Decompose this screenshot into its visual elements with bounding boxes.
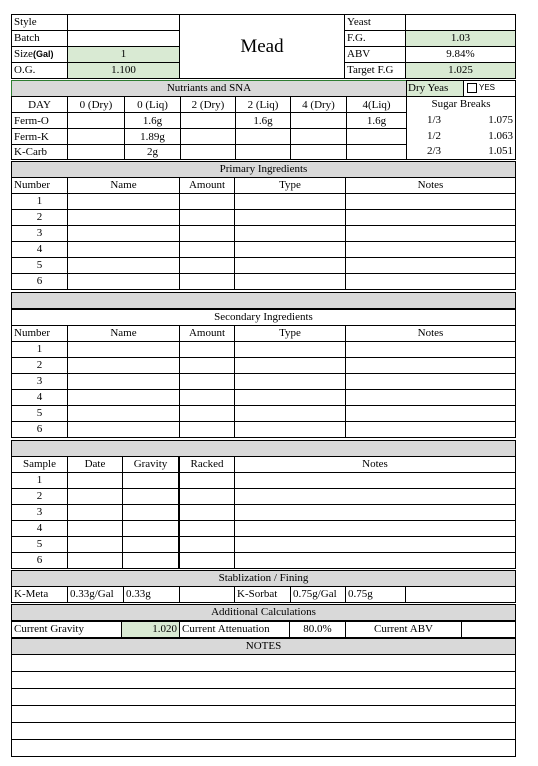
primary-row-cell[interactable]: [179, 241, 235, 258]
secondary-row-number: 5: [11, 405, 68, 422]
sheet-title: Mead: [179, 14, 345, 79]
secondary-row-cell[interactable]: [67, 405, 180, 422]
abv-label: ABV: [344, 46, 406, 63]
secondary-col-header: Type: [234, 325, 346, 342]
sample-row-cell[interactable]: [179, 520, 235, 537]
primary-row-number: 1: [11, 193, 68, 210]
sample-row-cell[interactable]: [122, 552, 179, 569]
notes-line[interactable]: [11, 654, 516, 672]
sample-col-header: Sample: [11, 456, 68, 473]
nutrient-row-k-carb: K-Carb: [14, 146, 47, 158]
checkbox-icon[interactable]: [467, 83, 477, 93]
sugar-break-fraction: 2/3: [427, 145, 442, 157]
current-attenuation-value: 80.0%: [289, 621, 346, 638]
primary-row-cell[interactable]: [345, 193, 516, 210]
sample-row-number: 2: [11, 488, 68, 505]
sample-row-cell[interactable]: [179, 488, 235, 505]
sample-row-cell[interactable]: [67, 520, 123, 537]
nutrient-col-0-liq: 0 (Liq): [137, 99, 168, 111]
size-unit: (Gal): [32, 49, 54, 59]
primary-row-cell[interactable]: [67, 193, 180, 210]
ksorbate-rate: 0.75g/Gal: [290, 586, 346, 603]
secondary-row-cell[interactable]: [234, 421, 346, 438]
sugar-break-value: 1.075: [488, 114, 513, 126]
spacer-band: [11, 292, 516, 309]
secondary-ingredients-title: Secondary Ingredients: [11, 309, 516, 326]
sample-row-number: 5: [11, 536, 68, 553]
target-fg-value[interactable]: 1.025: [405, 62, 516, 79]
primary-row-cell[interactable]: [234, 257, 346, 274]
sample-col-header: Gravity: [122, 456, 179, 473]
sugar-breaks-title: Sugar Breaks: [431, 98, 491, 110]
primary-col-header: Type: [234, 177, 346, 194]
secondary-col-header: Amount: [179, 325, 235, 342]
primary-row-cell[interactable]: [234, 225, 346, 242]
primary-row-cell[interactable]: [67, 257, 180, 274]
size-label-cell: [11, 46, 68, 63]
secondary-row-cell[interactable]: [345, 389, 516, 406]
ferm-o-4-liq[interactable]: 1.6g: [366, 115, 387, 127]
nutrient-row-ferm-o: Ferm-O: [14, 115, 49, 127]
style-label: Style: [11, 14, 68, 31]
secondary-row-number: 1: [11, 341, 68, 358]
secondary-row-cell[interactable]: [179, 341, 235, 358]
secondary-row-cell[interactable]: [234, 389, 346, 406]
yeast-value-cell[interactable]: [405, 14, 516, 31]
sample-row-cell[interactable]: [234, 536, 516, 553]
style-value-cell[interactable]: [67, 14, 180, 31]
sample-col-header: Date: [67, 456, 123, 473]
dry-yeast-checkbox-area[interactable]: [463, 81, 516, 96]
sample-row-cell[interactable]: [234, 552, 516, 569]
sample-row-cell[interactable]: [234, 472, 516, 489]
nutrient-col-day: DAY: [28, 99, 51, 111]
secondary-row-number: 3: [11, 373, 68, 390]
primary-row-cell[interactable]: [67, 209, 180, 226]
sample-row-cell[interactable]: [234, 504, 516, 521]
sample-row-cell[interactable]: [122, 536, 179, 553]
current-abv-label: Current ABV: [345, 621, 462, 638]
primary-row-cell[interactable]: [345, 225, 516, 242]
primary-col-header: Number: [11, 177, 68, 194]
primary-row-cell[interactable]: [67, 273, 180, 290]
k-carb-0-liq[interactable]: 2g: [147, 146, 158, 158]
secondary-row-number: 2: [11, 357, 68, 374]
primary-col-header: Name: [67, 177, 180, 194]
primary-row-number: 2: [11, 209, 68, 226]
dry-yeast-label: Dry Yeas: [408, 82, 449, 94]
notes-line[interactable]: [11, 722, 516, 740]
secondary-row-cell[interactable]: [234, 373, 346, 390]
ksorbate-amount: 0.75g: [345, 586, 406, 603]
sample-row-cell[interactable]: [122, 472, 179, 489]
current-abv-value: [461, 621, 516, 638]
nutrients-title: Nutriants and SNA: [11, 80, 407, 97]
sample-row-cell[interactable]: [234, 520, 516, 537]
primary-col-header: Notes: [345, 177, 516, 194]
sample-row-cell[interactable]: [67, 536, 123, 553]
secondary-row-cell[interactable]: [345, 357, 516, 374]
sample-row-cell[interactable]: [179, 504, 235, 521]
secondary-row-cell[interactable]: [67, 389, 180, 406]
dry-yeast-cell: [406, 80, 516, 97]
nutrient-row-ferm-k: Ferm-K: [14, 131, 49, 143]
primary-row-cell[interactable]: [345, 273, 516, 290]
sugar-break-fraction: 1/3: [427, 114, 442, 126]
primary-row-number: 4: [11, 241, 68, 258]
sample-row-cell[interactable]: [122, 504, 179, 521]
sample-row-number: 4: [11, 520, 68, 537]
kmeta-rate: 0.33g/Gal: [67, 586, 124, 603]
sample-row-number: 6: [11, 552, 68, 569]
primary-row-cell[interactable]: [179, 225, 235, 242]
stabilization-empty-cell[interactable]: [405, 586, 516, 603]
secondary-row-cell[interactable]: [67, 421, 180, 438]
sample-col-header: Racked: [179, 456, 235, 473]
primary-row-cell[interactable]: [345, 209, 516, 226]
batch-value-cell[interactable]: [67, 30, 180, 47]
notes-line[interactable]: [11, 671, 516, 689]
secondary-row-cell[interactable]: [179, 357, 235, 374]
notes-title: NOTES: [11, 638, 516, 655]
nutrient-col-4-liq: 4(Liq): [362, 99, 391, 111]
primary-row-cell[interactable]: [179, 209, 235, 226]
sample-col-header: Notes: [234, 456, 516, 473]
og-value[interactable]: 1.100: [67, 62, 180, 79]
sample-row-cell[interactable]: [67, 552, 123, 569]
primary-row-cell[interactable]: [179, 257, 235, 274]
secondary-row-cell[interactable]: [179, 405, 235, 422]
sample-row-cell[interactable]: [234, 488, 516, 505]
secondary-row-cell[interactable]: [179, 373, 235, 390]
batch-label: Batch: [11, 30, 68, 47]
primary-ingredients-title: Primary Ingredients: [11, 161, 516, 178]
fg-label: F.G.: [344, 30, 406, 47]
stabilization-empty-cell[interactable]: [179, 586, 235, 603]
secondary-row-cell[interactable]: [234, 405, 346, 422]
size-value[interactable]: 1: [67, 46, 180, 63]
sample-row-cell[interactable]: [179, 552, 235, 569]
nutrient-col-0-dry: 0 (Dry): [79, 99, 113, 111]
ferm-o-0-liq[interactable]: 1.6g: [142, 115, 163, 127]
sample-row-number: 1: [11, 472, 68, 489]
dry-yeast-option: YES: [479, 83, 496, 92]
secondary-col-header: Notes: [345, 325, 516, 342]
secondary-row-cell[interactable]: [345, 373, 516, 390]
sugar-break-value: 1.063: [488, 130, 513, 142]
secondary-row-cell[interactable]: [179, 389, 235, 406]
current-gravity-value[interactable]: 1.020: [121, 621, 180, 638]
secondary-row-cell[interactable]: [345, 341, 516, 358]
stabilization-title: Stablization / Fining: [11, 570, 516, 587]
target-fg-label: Target F.G: [344, 62, 406, 79]
secondary-row-cell[interactable]: [67, 341, 180, 358]
secondary-row-cell[interactable]: [67, 373, 180, 390]
primary-row-number: 5: [11, 257, 68, 274]
current-attenuation-label: Current Attenuation: [179, 621, 290, 638]
nutrient-col-2-dry: 2 (Dry): [191, 99, 225, 111]
secondary-row-number: 6: [11, 421, 68, 438]
kmeta-amount: 0.33g: [123, 586, 180, 603]
sample-row-number: 3: [11, 504, 68, 521]
abv-value: 9.84%: [405, 46, 516, 63]
fg-value[interactable]: 1.03: [405, 30, 516, 47]
sample-row-cell[interactable]: [122, 488, 179, 505]
nutrient-col-2-liq: 2 (Liq): [247, 99, 279, 111]
sugar-break-fraction: 1/2: [427, 130, 442, 142]
ksorbate-label: K-Sorbat: [234, 586, 291, 603]
primary-row-cell[interactable]: [179, 273, 235, 290]
primary-col-header: Amount: [179, 177, 235, 194]
primary-row-cell[interactable]: [67, 225, 180, 242]
primary-row-cell[interactable]: [234, 241, 346, 258]
primary-row-cell[interactable]: [234, 193, 346, 210]
primary-row-cell[interactable]: [234, 209, 346, 226]
primary-row-cell[interactable]: [67, 241, 180, 258]
secondary-col-header: Name: [67, 325, 180, 342]
kmeta-label: K-Meta: [11, 586, 68, 603]
size-label: Size: [14, 48, 33, 60]
secondary-row-cell[interactable]: [67, 357, 180, 374]
notes-line[interactable]: [11, 705, 516, 723]
yeast-label: Yeast: [344, 14, 406, 31]
sample-row-cell[interactable]: [179, 472, 235, 489]
sample-row-cell[interactable]: [122, 520, 179, 537]
primary-row-cell[interactable]: [234, 273, 346, 290]
notes-line[interactable]: [11, 739, 516, 757]
secondary-col-header: Number: [11, 325, 68, 342]
spacer-band: [11, 440, 516, 457]
ferm-k-0-liq[interactable]: 1.89g: [140, 131, 165, 143]
sugar-breaks-table: [406, 96, 516, 160]
secondary-row-cell[interactable]: [345, 405, 516, 422]
secondary-row-cell[interactable]: [234, 341, 346, 358]
sugar-break-value: 1.051: [488, 145, 513, 157]
notes-line[interactable]: [11, 688, 516, 706]
ferm-o-2-liq[interactable]: 1.6g: [253, 115, 273, 127]
primary-row-cell[interactable]: [179, 193, 235, 210]
sample-row-cell[interactable]: [67, 472, 123, 489]
nutrient-table: [11, 96, 407, 160]
current-gravity-label: Current Gravity: [11, 621, 122, 638]
secondary-row-number: 4: [11, 389, 68, 406]
sample-row-cell[interactable]: [67, 488, 123, 505]
nutrient-col-4-dry: 4 (Dry): [302, 99, 335, 111]
additional-calculations-title: Additional Calculations: [11, 604, 516, 621]
sample-row-cell[interactable]: [179, 536, 235, 553]
sample-row-cell[interactable]: [67, 504, 123, 521]
primary-row-number: 3: [11, 225, 68, 242]
secondary-row-cell[interactable]: [234, 357, 346, 374]
og-label: O.G.: [11, 62, 68, 79]
primary-row-cell[interactable]: [345, 257, 516, 274]
primary-row-cell[interactable]: [345, 241, 516, 258]
secondary-row-cell[interactable]: [179, 421, 235, 438]
secondary-row-cell[interactable]: [345, 421, 516, 438]
primary-row-number: 6: [11, 273, 68, 290]
